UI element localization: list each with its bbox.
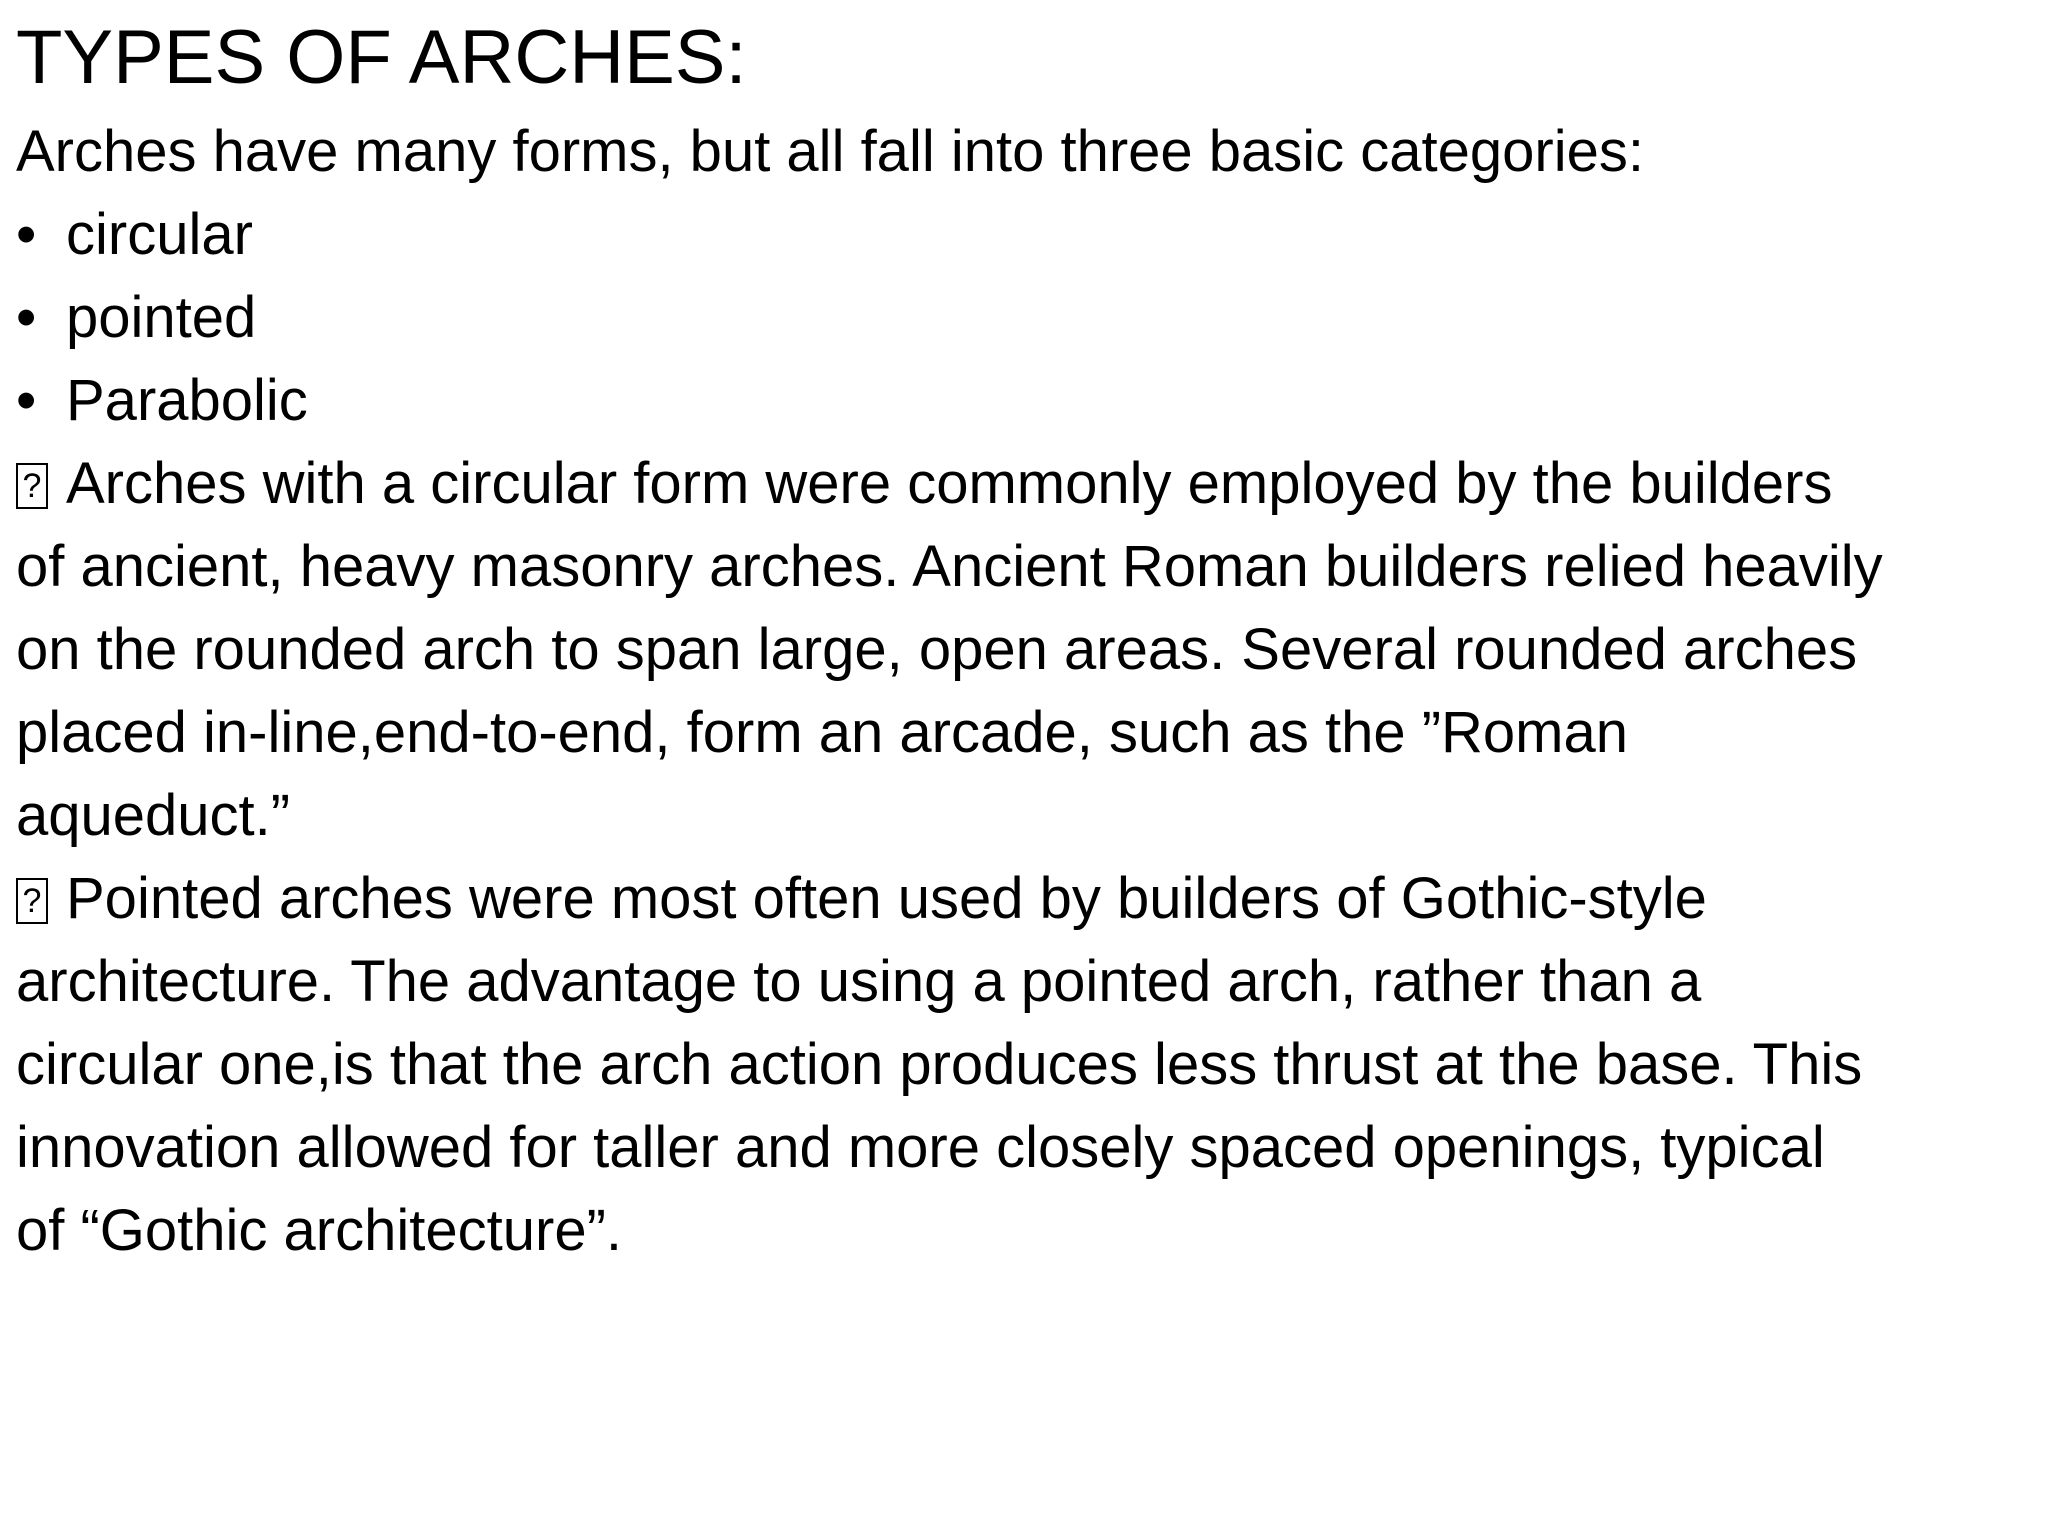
paragraph-line: of ancient, heavy masonry arches. Ancient Roman builders relied heavily: [16, 534, 1883, 599]
paragraph-line: placed in-line,end-to-end, form an arcade, such as the ”Roman: [16, 700, 1628, 765]
paragraph-line: architecture. The advantage to using a pointed arch, rather than a: [16, 949, 1702, 1014]
paragraph-line: aqueduct.”: [16, 783, 291, 848]
paragraph-line: innovation allowed for taller and more closely spaced openings, typical: [16, 1115, 1825, 1180]
missing-glyph-icon: [16, 878, 48, 924]
paragraph-line: on the rounded arch to span large, open areas. Several rounded arches: [16, 617, 1858, 682]
paragraph-line-text: Arches with a circular form were commonly employed by the builders: [66, 451, 1833, 516]
paragraph-circular-arches: [16, 442, 2032, 857]
slide-title: TYPES OF ARCHES:: [16, 15, 747, 100]
paragraph-line: circular one,is that the arch action produces less thrust at the base. This: [16, 1032, 1863, 1097]
paragraph-line: [16, 442, 2032, 525]
paragraph-line-text: Pointed arches were most often used by builders of Gothic-style: [66, 866, 1707, 931]
bullet-item-circular: [16, 193, 2032, 276]
bullet-icon: •: [16, 202, 37, 267]
bullet-label: Parabolic: [66, 368, 308, 433]
bullet-icon: •: [16, 285, 37, 350]
bullet-icon: •: [16, 368, 37, 433]
missing-glyph-icon: [16, 463, 48, 509]
intro-text: Arches have many forms, but all fall into three basic categories:: [16, 119, 1644, 184]
slide: [16, 12, 2032, 1272]
slide-body: [16, 110, 2032, 1272]
paragraph-pointed-arches: [16, 857, 2032, 1272]
bullet-item-parabolic: [16, 359, 2032, 442]
paragraph-line: of “Gothic architecture”.: [16, 1198, 622, 1263]
bullet-item-pointed: [16, 276, 2032, 359]
bullet-label: pointed: [66, 285, 257, 350]
bullet-label: circular: [66, 202, 253, 267]
paragraph-line: [16, 857, 2032, 940]
